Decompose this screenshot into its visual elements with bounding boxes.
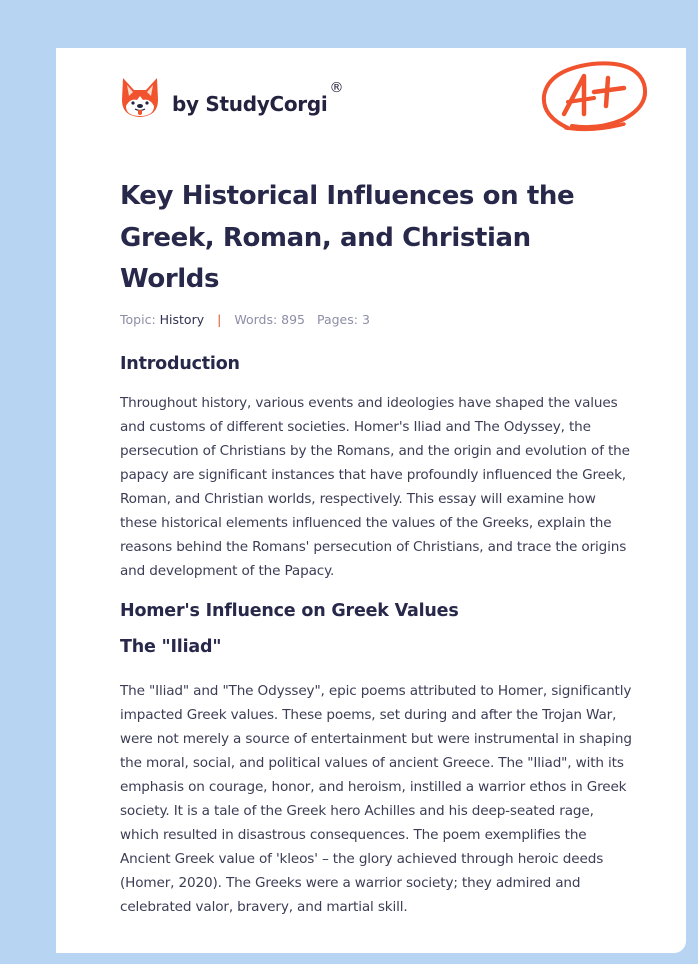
article-meta [120,312,370,327]
corgi-icon [120,76,160,120]
word-count: Words: 895 [234,312,305,327]
logo-text: by StudyCorgi [172,92,328,116]
topic-link[interactable]: History [159,312,205,327]
studycorgi-logo[interactable] [120,76,344,120]
registered-mark: ® [329,80,344,96]
iliad-paragraph: The "Iliad" and "The Odyssey", epic poems attributed to Homer, significantly impacted Greek values. These poems, set during and after the Trojan War, were not merely a source of entertainment but were instrumental in shaping the moral, social, and political values of ancient Greece. The "Iliad", with its emphasis on courage, honor, and heroism, instilled a warrior ethos in Greek society. It is a tale of the Greek hero Achilles and his deep-seated rage, which resulted in disastrous consequences. The poem exemplifies the Ancient Greek value of 'kleos' – the glory achieved through heroic deeds (Homer, 2020). The Greeks were a warrior society; they admired and celebrated valor, bravery, and martial skill. [120,683,632,915]
document-card [56,48,686,953]
subheading-iliad: The "Iliad" [120,637,222,657]
topic-label: Topic: [120,312,156,327]
introduction-paragraph: Throughout history, various events and ideologies have shaped the values and customs of different societies. Homer's Iliad and The Odyssey, the persecution of Christians by the Romans, and the origin and evolution of the papacy are significant instances that have profoundly influenced the Greek, Roman, and Christian worlds, respectively. This essay will examine how these historical elements influenced the values of the Greeks, explain the reasons behind the Romans' persecution of Christians, and trace the origins and development of the Papacy. [120,395,630,579]
grade-badge [538,58,650,145]
meta-separator: | [217,312,222,327]
page-count: Pages: 3 [316,312,370,327]
section-heading-homer: Homer's Influence on Greek Values [120,601,459,621]
section-heading-introduction: Introduction [120,354,240,374]
a-plus-icon [538,58,650,140]
article-title: Key Historical Influences on the Greek, Roman, and Christian Worlds [120,181,575,294]
